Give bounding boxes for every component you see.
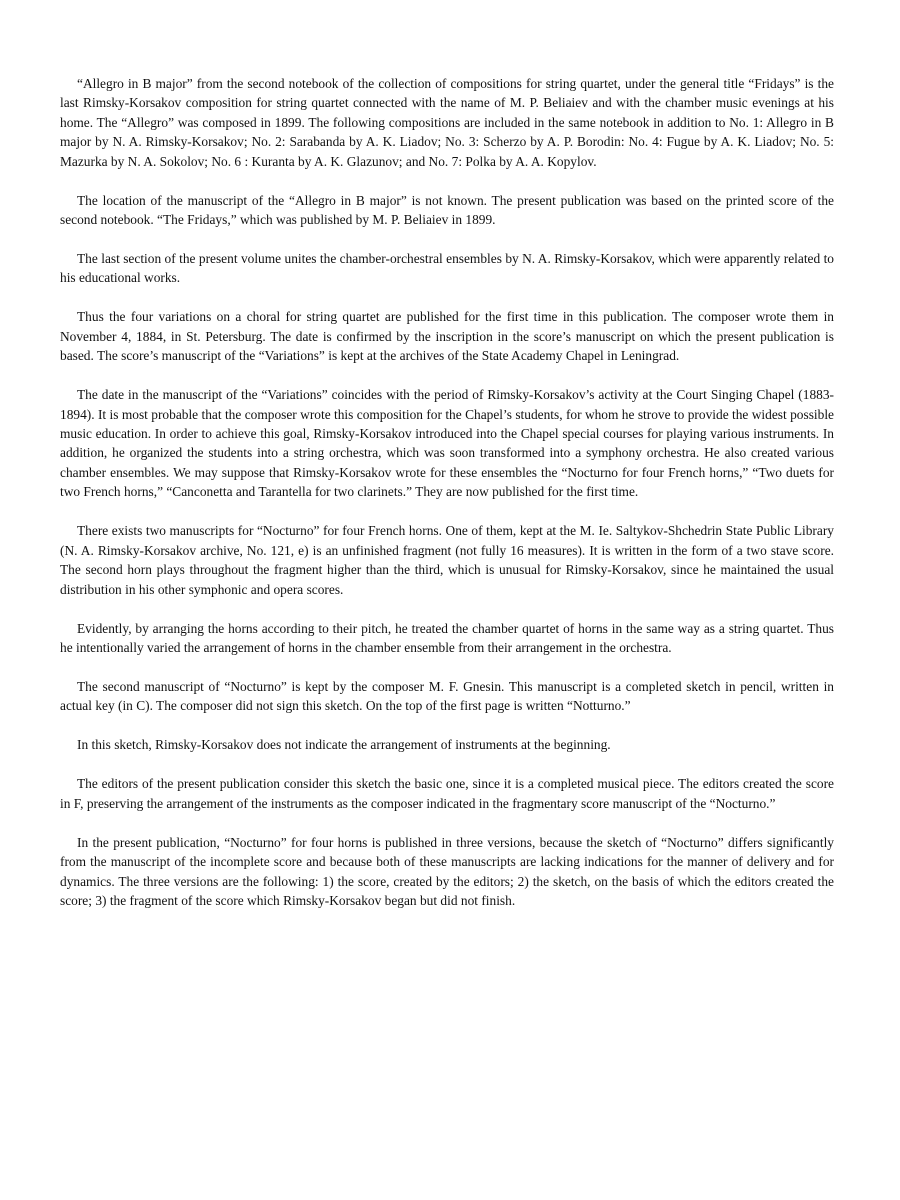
paragraph-sketch-arrangement: In this sketch, Rimsky-Korsakov does not indicate the arrangement of instruments at the beginning. <box>77 737 611 753</box>
paragraph-gnesin-manuscript: The second manuscript of “Nocturno” is kept by the composer M. F. Gnesin. This manuscript is a completed sketch in pencil, written in actual key (in C). The composer did not sign this sketch. On the top of the first page is written “Notturno.” <box>60 678 834 714</box>
paragraph-variations-choral: Thus the four variations on a choral for string quartet are published for the first time in this publication. The composer wrote them in November 4, 1884, in St. Petersburg. The date is confirmed by the inscription in the score’s manuscript on which the present publication is based. The score’s manuscript of the “Variations” is kept at the archives of the State Academy Chapel in Leningrad. <box>60 309 834 364</box>
document-body <box>60 74 834 910</box>
paragraph-chamber-orchestral-ensembles: The last section of the present volume unites the chamber-orchestral ensembles by N. A. Rimsky-Korsakov, which were apparently related to his educational works. <box>60 251 834 286</box>
paragraph-horn-arrangement: Evidently, by arranging the horns according to their pitch, he treated the chamber quartet of horns in the same way as a string quartet. Thus he intentionally varied the arrangement of horns in the chamber ensemble from their arrangement in the orchestra. <box>60 620 834 655</box>
paragraph-court-singing-chapel: The date in the manuscript of the “Variations” coincides with the period of Rimsky-Korsakov’s activity at the Court Singing Chapel (1883-1894). It is most probable that the composer wrote this composition for the Chapel’s students, for whom he strove to provide the widest possible music education. In order to achieve this goal, Rimsky-Korsakov introduced into the Chapel special courses for playing various instruments. In addition, he organized the students into a string orchestra, which was soon transformed into a symphony orchestra. He also created various chamber ensembles. We may suppose that Rimsky-Korsakov wrote for these ensembles the “Nocturno for four French horns,” “Two duets for two French horns,” “Canconetta and Tarantella for two clarinets.” They are now published for the first time. <box>60 387 834 500</box>
paragraph-editors-score: The editors of the present publication consider this sketch the basic one, since it is a completed musical piece. The editors created the score in F, preserving the arrangement of the instruments as the composer indicated in the fragmentary score manuscript of the “Nocturno.” <box>60 776 834 811</box>
paragraph-three-versions: In the present publication, “Nocturno” for four horns is published in three versions, because the sketch of “Nocturno” differs significantly from the manuscript of the incomplete score and because both of these manuscripts are lacking indications for the manner of delivery and for dynamics. The three versions are the following: 1) the score, created by the editors; 2) the sketch, on the basis of which the editors created the score; 3) the fragment of the score which Rimsky-Korsakov began but did not finish. <box>60 834 834 908</box>
paragraph-allegro-fridays: “Allegro in B major” from the second notebook of the collection of compositions for string quartet, under the general title “Fridays” is the last Rimsky-Korsakov composition for string quartet connected with the name of M. P. Beliaiev and with the chamber music evenings at his home. The “Allegro” was composed in 1899. The following compositions are included in the same notebook in addition to No. 1: Allegro in B major by N. A. Rimsky-Korsakov; No. 2: Sarabanda by A. K. Liadov; No. 3: Scherzo by A. P. Borodin: No. 4: Fugue by A. K. Liadov; No. 5: Mazurka by N. A. Sokolov; No. 6 : Kuranta by A. K. Glazunov; and No. 7: Polka by A. A. Kopylov. <box>60 76 834 169</box>
paragraph-nocturno-manuscripts: There exists two manuscripts for “Nocturno” for four French horns. One of them, kept at the M. Ie. Saltykov-Shchedrin State Public Library (N. A. Rimsky-Korsakov archive, No. 121, e) is an unfinished fragment (not fully 16 measures). It is written in the form of a two stave score. The second horn plays throughout the fragment higher than the third, which is unusual for Rimsky-Korsakov, since he maintained the usual distribution in his other symphonic and opera scores. <box>60 523 834 597</box>
paragraph-allegro-manuscript-location: The location of the manuscript of the “Allegro in B major” is not known. The present publication was based on the printed score of the second notebook. “The Fridays,” which was published by M. P. Beliaiev in 1899. <box>60 192 834 228</box>
